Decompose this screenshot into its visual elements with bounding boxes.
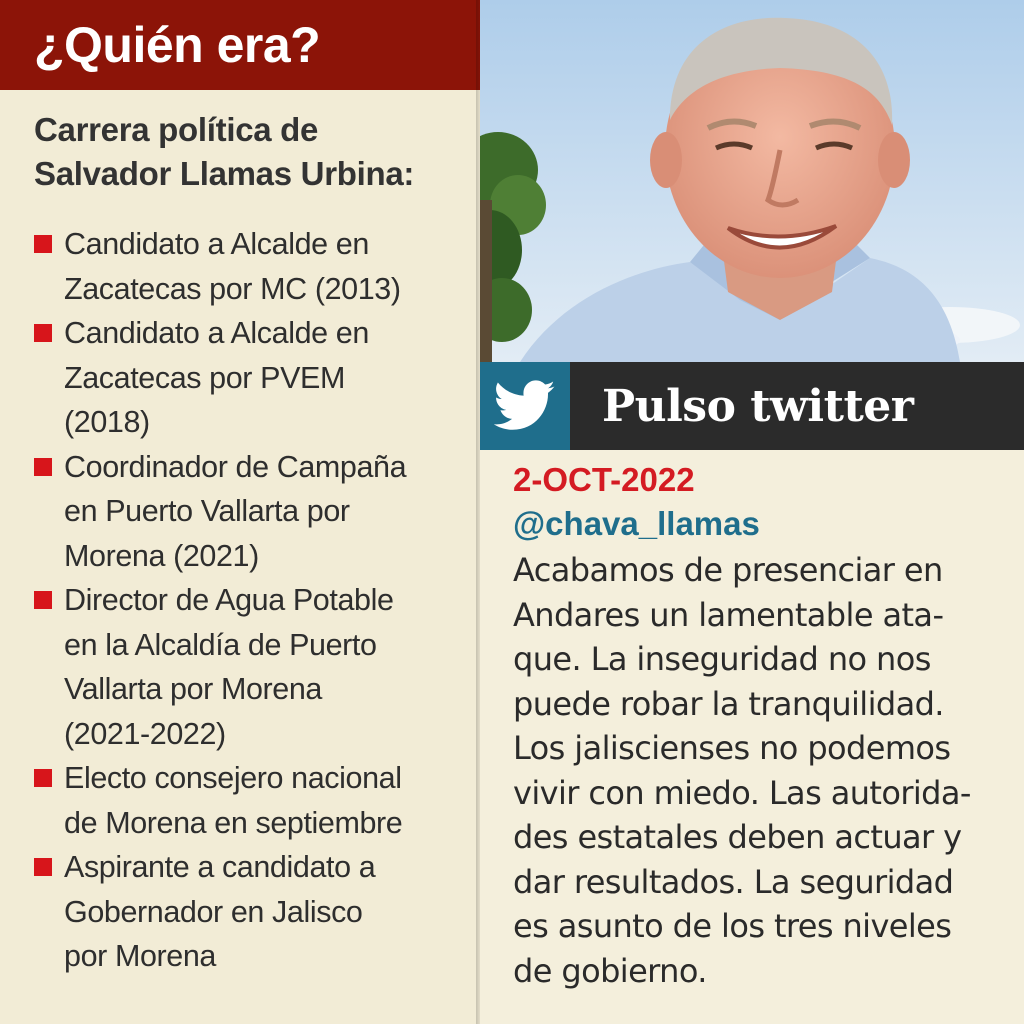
- tweet-line: Acabamos de presenciar en: [513, 551, 943, 589]
- twitter-bird-glyph: [494, 380, 556, 432]
- portrait-photo: [480, 0, 1024, 362]
- career-item-line: de Morena en septiembre: [64, 805, 403, 840]
- career-item-line: Coordinador de Campaña: [64, 449, 407, 484]
- twitter-bird-icon: [480, 362, 570, 450]
- red-square-bullet: [34, 324, 52, 342]
- header-bar: [0, 0, 480, 90]
- career-item-line: (2021-2022): [64, 716, 226, 751]
- career-item-line: Morena (2021): [64, 538, 259, 573]
- subtitle-line: Carrera política de: [34, 111, 319, 148]
- banner-title: Pulso twitter: [602, 380, 914, 432]
- career-item-line: (2018): [64, 405, 150, 439]
- subtitle-line: Salvador Llamas Urbina:: [34, 155, 415, 192]
- career-subtitle: [34, 108, 464, 196]
- tweet-line: Los jaliscienses no podemos: [513, 729, 951, 767]
- career-item: [34, 222, 474, 311]
- tweet-handle[interactable]: @chava_llamas: [513, 505, 760, 542]
- career-item: [34, 756, 474, 845]
- career-item-line: Director de Agua Potable: [64, 583, 394, 617]
- career-item-line: Aspirante a candidato a: [64, 850, 376, 884]
- red-square-bullet: [34, 769, 52, 787]
- tweet-line: vivir con miedo. Las autorida-: [513, 773, 971, 812]
- portrait-illustration: [480, 0, 1024, 362]
- tweet-line: puede robar la tranquilidad.: [513, 684, 944, 723]
- career-item-line: Vallarta por Morena: [64, 672, 322, 706]
- career-item-line: Electo consejero nacional: [64, 761, 402, 795]
- tweet-text: [513, 548, 1008, 993]
- career-item-line: Gobernador en Jalisco: [64, 894, 363, 929]
- career-list: [34, 222, 474, 979]
- career-item-line: por Morena: [64, 939, 216, 973]
- tweet-line: Andares un lamentable ata-: [513, 595, 944, 634]
- tweet-panel: [480, 0, 1024, 1024]
- red-square-bullet: [34, 458, 52, 476]
- career-item: [34, 445, 474, 579]
- tweet-line: des estatales deben actuar y: [513, 818, 962, 856]
- career-item: [34, 845, 474, 979]
- tweet-date: 2-OCT-2022: [513, 461, 695, 498]
- career-panel: [0, 0, 480, 1024]
- tweet-line: de gobierno.: [513, 951, 707, 990]
- header-title: ¿Quién era?: [34, 17, 321, 73]
- tweet-line: es asunto de los tres niveles: [513, 907, 952, 945]
- career-item-line: Zacatecas por MC (2013): [64, 271, 401, 306]
- red-square-bullet: [34, 591, 52, 609]
- career-item: [34, 578, 474, 756]
- tweet-line: dar resultados. La seguridad: [513, 862, 954, 901]
- career-item-line: en Puerto Vallarta por: [64, 494, 350, 528]
- pulso-twitter-banner: [480, 362, 1024, 450]
- red-square-bullet: [34, 235, 52, 253]
- career-item-line: Candidato a Alcalde en: [64, 316, 369, 350]
- career-item-line: Zacatecas por PVEM: [64, 360, 345, 395]
- career-item-line: en la Alcaldía de Puerto: [64, 627, 377, 662]
- tweet-line: que. La inseguridad no nos: [513, 640, 931, 678]
- career-item: [34, 311, 474, 445]
- career-item-line: Candidato a Alcalde en: [64, 227, 369, 261]
- red-square-bullet: [34, 858, 52, 876]
